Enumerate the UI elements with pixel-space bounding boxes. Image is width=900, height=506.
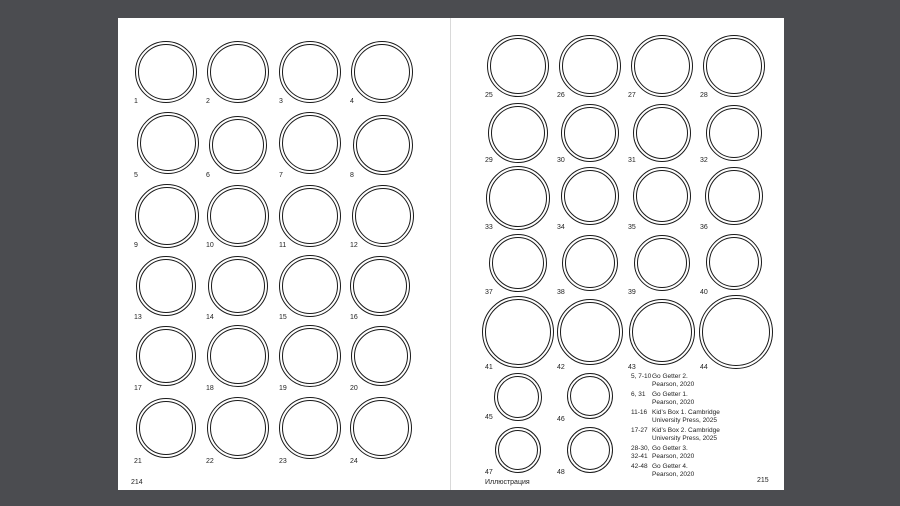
circle-inner-ring — [139, 259, 193, 313]
circle-number: 46 — [557, 416, 565, 423]
circle-inner-ring — [562, 38, 618, 94]
circle-number: 12 — [350, 242, 358, 249]
circle-inner-ring — [637, 238, 687, 288]
circle-number: 42 — [557, 364, 565, 371]
circle-number: 45 — [485, 414, 493, 421]
circle-frame — [351, 41, 413, 103]
circle-number: 4 — [350, 98, 354, 105]
circle-number: 23 — [279, 458, 287, 465]
credit-entry — [631, 427, 751, 442]
credit-range: 6, 31 — [631, 391, 646, 398]
circle-inner-ring — [210, 188, 266, 244]
credit-range: 17-27 — [631, 427, 648, 434]
circle-number: 30 — [557, 157, 565, 164]
circle-inner-ring — [140, 115, 196, 171]
circle-inner-ring — [138, 187, 196, 245]
circle-frame — [486, 166, 550, 230]
circle-inner-ring — [492, 237, 544, 289]
circle-number: 19 — [279, 385, 287, 392]
circle-frame — [137, 112, 199, 174]
circle-number: 32 — [700, 157, 708, 164]
circle-inner-ring — [634, 38, 690, 94]
circle-number: 36 — [700, 224, 708, 231]
circle-frame — [633, 104, 691, 162]
circle-number: 3 — [279, 98, 283, 105]
circle-frame — [488, 103, 548, 163]
circle-frame — [136, 398, 196, 458]
credit-source: Go Getter 1. Pearson, 2020 — [652, 391, 695, 406]
circle-inner-ring — [708, 170, 760, 222]
credit-range: 28-30, 32-41 — [631, 445, 650, 460]
circle-frame — [562, 235, 618, 291]
circle-inner-ring — [210, 400, 266, 456]
circle-frame — [634, 235, 690, 291]
circle-inner-ring — [282, 115, 338, 171]
left-page-number: 214 — [131, 479, 143, 486]
circle-inner-ring — [491, 106, 545, 160]
circle-inner-ring — [282, 328, 338, 384]
circle-frame — [135, 41, 197, 103]
circle-inner-ring — [138, 44, 194, 100]
credit-range: 5, 7-10 — [631, 373, 652, 380]
credit-entry — [631, 445, 751, 460]
circle-frame — [208, 256, 268, 316]
illustration-caption: Иллюстрация — [485, 479, 530, 486]
circle-number: 11 — [279, 242, 287, 249]
circle-frame — [699, 295, 773, 369]
circle-inner-ring — [282, 258, 338, 314]
circle-frame — [559, 35, 621, 97]
circle-frame — [567, 427, 613, 473]
credit-source: Kid’s Box 2. Cambridge University Press, 2025 — [652, 427, 720, 442]
circle-frame — [350, 256, 410, 316]
circle-frame — [706, 105, 762, 161]
circle-frame — [207, 397, 269, 459]
circle-frame — [353, 115, 413, 175]
circle-inner-ring — [282, 44, 338, 100]
circle-number: 7 — [279, 172, 283, 179]
circle-number: 14 — [206, 314, 214, 321]
circle-frame — [633, 167, 691, 225]
circle-frame — [629, 299, 695, 365]
circle-inner-ring — [570, 376, 610, 416]
circle-frame — [561, 167, 619, 225]
circle-inner-ring — [353, 400, 409, 456]
circle-inner-ring — [356, 118, 410, 172]
circle-number: 33 — [485, 224, 493, 231]
right-page-number: 215 — [757, 477, 769, 484]
circle-inner-ring — [709, 237, 759, 287]
circle-frame — [136, 326, 196, 386]
circle-inner-ring — [636, 107, 688, 159]
circle-inner-ring — [139, 401, 193, 455]
circle-frame — [703, 35, 765, 97]
circle-inner-ring — [490, 38, 546, 94]
circle-number: 16 — [350, 314, 358, 321]
circle-inner-ring — [564, 170, 616, 222]
credit-source: Go Getter 2. Pearson, 2020 — [652, 373, 695, 388]
circle-inner-ring — [211, 259, 265, 313]
circle-number: 47 — [485, 469, 493, 476]
circle-inner-ring — [354, 44, 410, 100]
credit-range: 11-16 — [631, 409, 648, 416]
circle-frame — [631, 35, 693, 97]
credit-source: Go Getter 4. Pearson, 2020 — [652, 463, 695, 478]
circle-frame — [487, 35, 549, 97]
circle-inner-ring — [212, 119, 264, 171]
circle-inner-ring — [353, 259, 407, 313]
circle-inner-ring — [210, 44, 266, 100]
circle-frame — [279, 397, 341, 459]
circle-number: 44 — [700, 364, 708, 371]
credit-source: Go Getter 3. Pearson, 2020 — [652, 445, 695, 460]
circle-number: 38 — [557, 289, 565, 296]
circle-inner-ring — [354, 329, 408, 383]
circle-frame — [706, 234, 762, 290]
circle-number: 35 — [628, 224, 636, 231]
circle-number: 26 — [557, 92, 565, 99]
circle-number: 48 — [557, 469, 565, 476]
circle-number: 39 — [628, 289, 636, 296]
circle-inner-ring — [355, 188, 411, 244]
circle-frame — [209, 116, 267, 174]
circle-number: 43 — [628, 364, 636, 371]
circle-inner-ring — [560, 302, 620, 362]
circle-frame — [279, 255, 341, 317]
circle-inner-ring — [282, 188, 338, 244]
circle-frame — [352, 185, 414, 247]
circle-number: 40 — [700, 289, 708, 296]
circle-number: 15 — [279, 314, 287, 321]
circle-frame — [561, 104, 619, 162]
circle-number: 24 — [350, 458, 358, 465]
circle-number: 41 — [485, 364, 493, 371]
circle-frame — [279, 112, 341, 174]
circle-inner-ring — [485, 299, 551, 365]
circle-frame — [136, 256, 196, 316]
circle-frame — [207, 185, 269, 247]
circle-number: 10 — [206, 242, 214, 249]
circle-number: 28 — [700, 92, 708, 99]
circle-inner-ring — [497, 376, 539, 418]
circle-frame — [495, 427, 541, 473]
circle-number: 37 — [485, 289, 493, 296]
circle-number: 25 — [485, 92, 493, 99]
circle-frame — [207, 325, 269, 387]
circle-number: 22 — [206, 458, 214, 465]
circle-frame — [705, 167, 763, 225]
circle-inner-ring — [282, 400, 338, 456]
credits-list — [631, 373, 751, 481]
circle-number: 9 — [134, 242, 138, 249]
circle-frame — [489, 234, 547, 292]
circle-inner-ring — [709, 108, 759, 158]
circle-number: 6 — [206, 172, 210, 179]
circle-inner-ring — [702, 298, 770, 366]
circle-number: 17 — [134, 385, 142, 392]
circle-inner-ring — [706, 38, 762, 94]
circle-number: 27 — [628, 92, 636, 99]
circle-frame — [351, 326, 411, 386]
circle-inner-ring — [564, 107, 616, 159]
circle-frame — [279, 185, 341, 247]
circle-number: 34 — [557, 224, 565, 231]
credit-range: 42-48 — [631, 463, 648, 470]
circle-frame — [279, 325, 341, 387]
circle-frame — [482, 296, 554, 368]
circle-frame — [279, 41, 341, 103]
credit-entry — [631, 373, 751, 388]
circle-number: 13 — [134, 314, 142, 321]
credit-entry — [631, 463, 751, 478]
circle-inner-ring — [489, 169, 547, 227]
circle-number: 29 — [485, 157, 493, 164]
circle-frame — [350, 397, 412, 459]
circle-inner-ring — [636, 170, 688, 222]
circle-inner-ring — [570, 430, 610, 470]
circle-inner-ring — [632, 302, 692, 362]
circle-frame — [557, 299, 623, 365]
circle-inner-ring — [565, 238, 615, 288]
credit-source: Kid’s Box 1. Cambridge University Press, 2025 — [652, 409, 720, 424]
circle-number: 21 — [134, 458, 142, 465]
circle-frame — [494, 373, 542, 421]
circle-inner-ring — [498, 430, 538, 470]
circle-inner-ring — [139, 329, 193, 383]
circle-number: 1 — [134, 98, 138, 105]
credit-entry — [631, 391, 751, 406]
circle-frame — [207, 41, 269, 103]
credit-entry — [631, 409, 751, 424]
circle-number: 31 — [628, 157, 636, 164]
circle-number: 5 — [134, 172, 138, 179]
circle-frame — [135, 184, 199, 248]
circle-number: 20 — [350, 385, 358, 392]
circle-inner-ring — [210, 328, 266, 384]
circle-number: 18 — [206, 385, 214, 392]
circle-frame — [567, 373, 613, 419]
circle-number: 8 — [350, 172, 354, 179]
circle-number: 2 — [206, 98, 210, 105]
